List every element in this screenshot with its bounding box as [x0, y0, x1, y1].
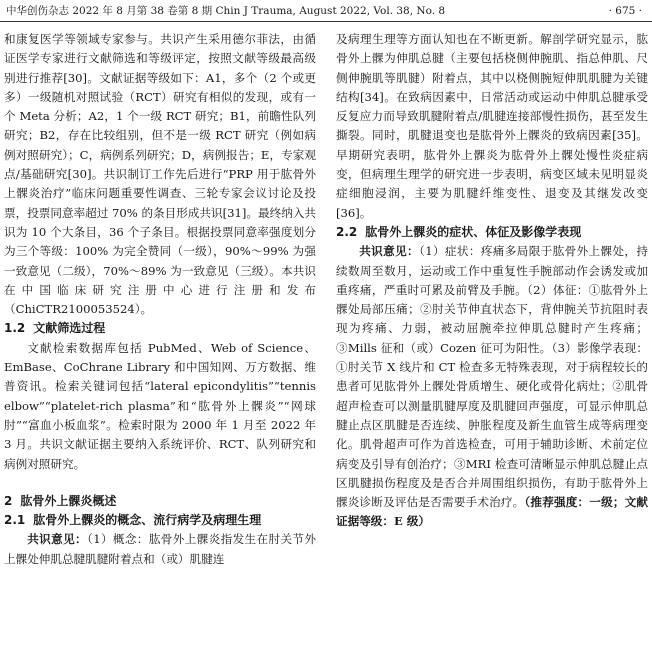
recommendation-strength: （推荐强度：一级；文献证据等级：E 级）	[336, 495, 648, 529]
left-column	[4, 30, 316, 569]
paragraph-pathophysiology: 及病理生理等方面认知也在不断更新。解剖学研究显示，肱骨外上髁为伸肌总腱（主要包括桡侧伸腕肌、指总伸肌、尺侧伸腕肌等肌腱）附着点，其中以桡侧腕短伸肌肌腱为关键结构[34]。在致病因素中，日常活动或运动中伸肌总腱承受反复应力而导致肌腱附着点/肌腱连接部慢性损伤，甚至发生撕裂。同时，肌腱退变也是肱骨外上髁炎的致病因素[35]。早期研究表明，肱骨外上髁炎为肱骨外上髁处慢性炎症病变，但病理生理学的研究进一步表明，病变区域未见明显炎症细胞浸润，主要为肌腱纤维变性、退变及其继发改变[36]。	[336, 32, 648, 220]
paragraph-methods: 和康复医学等领域专家参与。共识产生采用德尔菲法，由循证医学专家进行文献筛选和等级评定，按照文献等级最高级别进行推荐[30]。文献证据等级如下：A1，多个（2 个或更多）一级随机对照试验（RCT）研究有相似的发现，或有一个 Meta 分析；A2，1 个一级 RCT 研究；B1，前瞻性队列研究；B2，存在比较组别，但不是一级 RCT 研究（例如病例对照研究）；C，病例系列研究；D，病例报告；E，专家观点/基础研究[30]。共识制订工作先后进行“PRP 用于肱骨外上髁炎治疗”临床问题重要性调查、三轮专家会议讨论及投票，投票同意率超过 70% 的条目形成共识[31]。最终纳入共识为 10 个大条目，36 个子条目。根据投票同意率强度划分为三个等级：100% 为完全赞同（一级），90%～99% 为强一致意见（二级），70%～89% 为一致意见（三级）。本共识在中国临床研究注册中心进行注册和发布（ChiCTR2100053524）。	[4, 32, 317, 317]
section-heading-2	[4, 492, 316, 511]
section-number: 2.1	[4, 513, 26, 528]
section-heading-2-1	[4, 511, 316, 530]
section-heading-1-2	[4, 319, 316, 338]
header-rule	[0, 21, 652, 22]
consensus-text: （1）症状：疼痛多局限于肱骨外上髁处，持续数周至数月，运动或工作中重复性手腕部动作会诱发或加重疼痛，严重时可累及前臂及手腕。（2）体征：①肱骨外上髁处局部压痛；②肘关节伸直状态下，背伸腕关节抗阻时表现为疼痛、力弱，被动屈腕牵拉伸肌总腱时产生疼痛；③Mills 征和（或）Cozen 征可为阳性。（3）影像学表现：①肘关节 X 线片和 CT 检查多无特殊表现，对于病程较长的患者可见肱骨外上髁处骨质增生、硬化或骨化病灶；②肌骨超声检查可以测量肌腱厚度及肌腱回声强度，可显示伸肌总腱止点区肌腱是否连续、肿胀程度及新生血管生成等病理变化。肌骨超声可作为首选检查，可用于辅助诊断、术前定位病变及引导有创治疗；③MRI 检查可清晰显示伸肌总腱止点区肌腱损伤程度及是否合并周围组织损伤，有助于肱骨外上髁炎诊断及评估是否需要手术治疗。	[336, 244, 648, 510]
section-title: 肱骨外上髁炎概述	[20, 493, 117, 508]
right-column	[336, 30, 648, 532]
journal-citation: 中华创伤杂志 2022 年 8 月第 38 卷第 8 期 Chin J Trauma, August 2022, Vol. 38, No. 8	[6, 5, 446, 17]
section-number: 1.2	[4, 321, 26, 336]
paragraph-literature-search: 文献检索数据库包括 PubMed、Web of Science、EmBase、CoChrane Library 和中国知网、万方数据、维普资讯。检索关键词包括“lateral epicondylitis”“tennis elbow”“platelet-rich plasma”和“肱骨外上髁炎”“网球肘”“富血小板血浆”。检索时限为 2000 年 1 月至 2022 年 3 月。共识文献证据主要纳入系统评价、RCT、队列研究和病例对照研究。	[4, 340, 316, 471]
section-title: 文献筛选过程	[33, 321, 106, 336]
consensus-label: 共识意见：	[359, 244, 420, 259]
paragraph-consensus-concept	[4, 530, 316, 569]
page-number: · 675 ·	[608, 5, 642, 17]
section-number: 2	[4, 493, 13, 508]
section-title: 肱骨外上髁炎的概念、流行病学及病理生理	[33, 513, 262, 528]
section-number: 2.2	[336, 224, 358, 239]
section-heading-2-2	[336, 223, 648, 242]
running-header	[0, 0, 652, 22]
section-title: 肱骨外上髁炎的症状、体征及影像学表现	[365, 224, 582, 239]
consensus-text: （1）概念：肱骨外上髁炎指发生在肘关节外上髁处伸肌总腱肌腱附着点和（或）肌腱连	[4, 532, 316, 566]
section-spacer	[4, 474, 316, 492]
consensus-label: 共识意见：	[27, 532, 88, 547]
paragraph-consensus-symptoms	[336, 242, 648, 531]
